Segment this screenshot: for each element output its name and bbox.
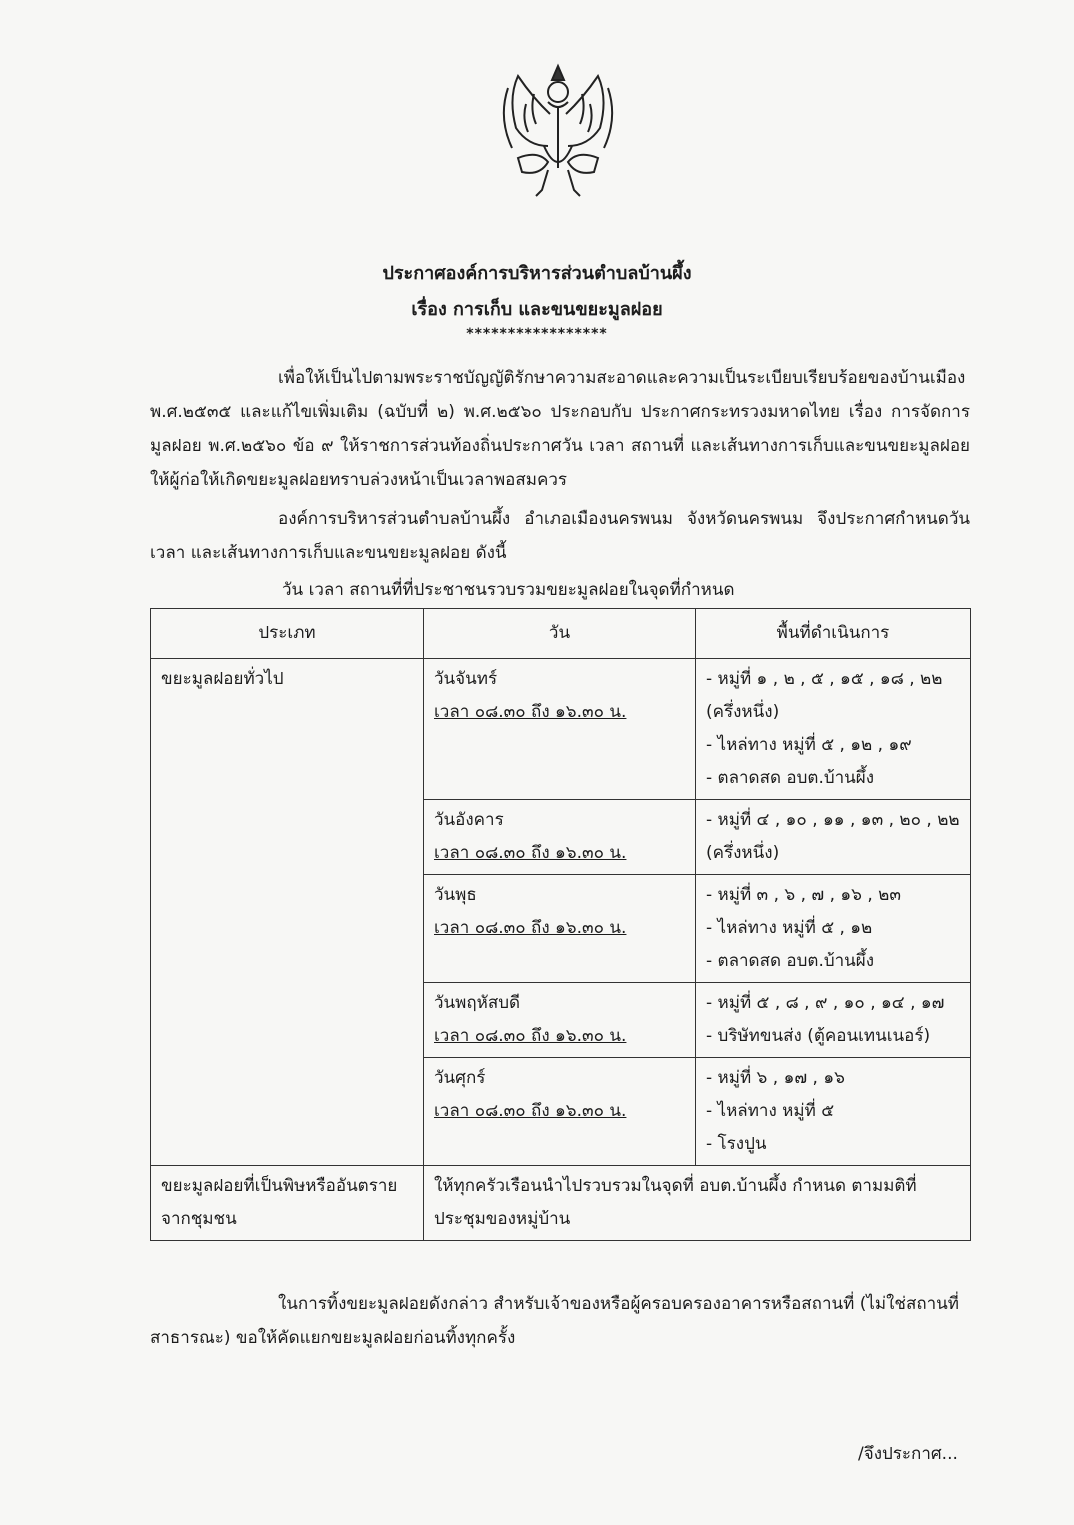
table-row — [151, 659, 971, 800]
paragraph-announcement: องค์การบริหารส่วนตำบลบ้านผึ้ง อำเภอเมืองนครพนม จังหวัดนครพนม จึงประกาศกำหนดวัน เวลา และเส้นทางการเก็บและขนขยะมูลฝอย ดังนี้ — [150, 509, 970, 563]
area-item: - โรงปูน — [706, 1134, 767, 1154]
collection-schedule-table — [150, 608, 971, 1241]
area-item: - หมู่ที่ ๕ , ๘ , ๙ , ๑๐ , ๑๔ , ๑๗ — [706, 993, 945, 1013]
cell-day — [424, 875, 696, 983]
garuda-emblem-icon — [478, 58, 638, 208]
cell-general-waste: ขยะมูลฝอยทั่วไป — [151, 659, 424, 1166]
time-label: เวลา ๐๘.๓๐ ถึง ๑๖.๓๐ น. — [434, 843, 627, 863]
cell-areas — [696, 800, 971, 875]
cell-areas — [696, 983, 971, 1058]
area-item: - ไหล่ทาง หมู่ที่ ๕ , ๑๒ , ๑๙ — [706, 735, 912, 755]
table-row — [151, 1166, 971, 1241]
cell-day — [424, 983, 696, 1058]
area-item: - ตลาดสด อบต.บ้านผึ้ง — [706, 951, 875, 971]
cell-areas — [696, 875, 971, 983]
cell-areas — [696, 1058, 971, 1166]
area-item: - หมู่ที่ ๑ , ๒ , ๕ , ๑๕ , ๑๘ , ๒๒ (ครึ่งหนึ่ง) — [706, 669, 943, 722]
day-label: วันจันทร์ — [434, 669, 498, 689]
table-header-row — [151, 609, 971, 659]
paragraph-closing: ในการทิ้งขยะมูลฝอยดังกล่าว สำหรับเจ้าของหรือผู้ครอบครองอาคารหรือสถานที่ (ไม่ใช่สถานที่สาธารณะ) ขอให้คัดแยกขยะมูลฝอยก่อนทิ้งทุกครั้ง — [150, 1294, 960, 1348]
area-item: - ไหล่ทาง หมู่ที่ ๕ — [706, 1101, 835, 1121]
table-caption: วัน เวลา สถานที่ที่ประชาชนรวบรวมขยะมูลฝอยในจุดที่กำหนด — [282, 580, 735, 600]
area-item: - บริษัทขนส่ง (ตู้คอนเทนเนอร์) — [706, 1026, 931, 1046]
cell-hazardous-note: ให้ทุกครัวเรือนนำไปรวบรวมในจุดที่ อบต.บ้านผึ้ง กำหนด ตามมติที่ประชุมของหมู่บ้าน — [424, 1166, 971, 1241]
cell-areas — [696, 659, 971, 800]
title-separator: ***************** — [466, 326, 608, 342]
area-item: - ไหล่ทาง หมู่ที่ ๕ , ๑๒ — [706, 918, 873, 938]
paragraph-legal-basis: เพื่อให้เป็นไปตามพระราชบัญญัติรักษาความสะอาดและความเป็นระเบียบเรียบร้อยของบ้านเมือง พ.ศ.๒๕๓๕ และแก้ไขเพิ่มเติม (ฉบับที่ ๒) พ.ศ.๒๕๖๐ ประกอบกับ ประกาศกระทรวงมหาดไทย เรื่อง การจัดการมูลฝอย พ.ศ.๒๕๖๐ ข้อ ๙ ให้ราชการส่วนท้องถิ่นประกาศวัน เวลา สถานที่ และเส้นทางการเก็บและขนขยะมูลฝอย ให้ผู้ก่อให้เกิดขยะมูลฝอยทราบล่วงหน้าเป็นเวลาพอสมควร — [150, 368, 970, 490]
cell-day — [424, 800, 696, 875]
announcement-title: ประกาศองค์การบริหารส่วนตำบลบ้านผึ้ง — [382, 263, 692, 284]
day-label: วันพฤหัสบดี — [434, 993, 521, 1013]
continuation-marker: /จึงประกาศ... — [858, 1444, 958, 1464]
header-day: วัน — [424, 609, 696, 659]
area-item: - หมู่ที่ ๓ , ๖ , ๗ , ๑๖ , ๒๓ — [706, 885, 902, 905]
header-type: ประเภท — [151, 609, 424, 659]
area-item: - หมู่ที่ ๔ , ๑๐ , ๑๑ , ๑๓ , ๒๐ , ๒๒ (ครึ่งหนึ่ง) — [706, 810, 960, 863]
time-label: เวลา ๐๘.๓๐ ถึง ๑๖.๓๐ น. — [434, 702, 627, 722]
day-label: วันพุธ — [434, 885, 477, 905]
area-item: - หมู่ที่ ๖ , ๑๗ , ๑๖ — [706, 1068, 845, 1088]
time-label: เวลา ๐๘.๓๐ ถึง ๑๖.๓๐ น. — [434, 1026, 627, 1046]
time-label: เวลา ๐๘.๓๐ ถึง ๑๖.๓๐ น. — [434, 918, 627, 938]
day-label: วันศุกร์ — [434, 1068, 486, 1088]
cell-day — [424, 1058, 696, 1166]
area-item: - ตลาดสด อบต.บ้านผึ้ง — [706, 768, 875, 788]
time-label: เวลา ๐๘.๓๐ ถึง ๑๖.๓๐ น. — [434, 1101, 627, 1121]
announcement-subject: เรื่อง การเก็บ และขนขยะมูลฝอย — [411, 299, 663, 320]
day-label: วันอังคาร — [434, 810, 504, 830]
cell-hazardous-waste: ขยะมูลฝอยที่เป็นพิษหรืออันตรายจากชุมชน — [151, 1166, 424, 1241]
cell-day — [424, 659, 696, 800]
header-area: พื้นที่ดำเนินการ — [696, 609, 971, 659]
